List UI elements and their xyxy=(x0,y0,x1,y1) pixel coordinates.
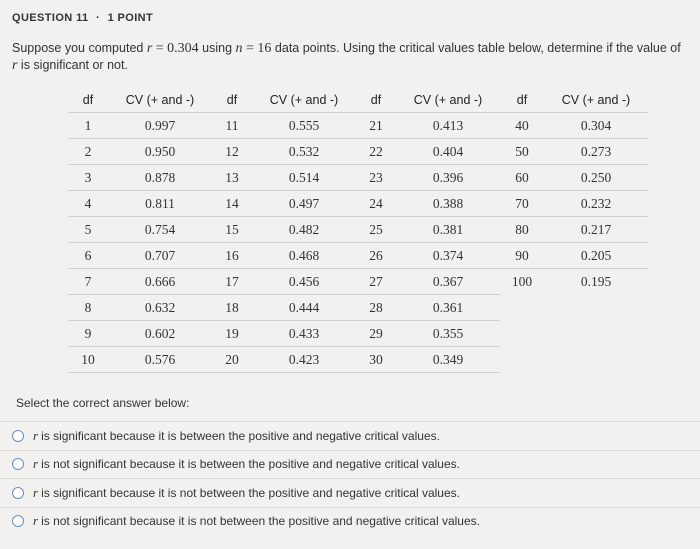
df-cell: 15 xyxy=(212,217,252,243)
df-cell: 27 xyxy=(356,269,396,295)
cv-cell: 0.602 xyxy=(108,321,212,347)
radio-button[interactable] xyxy=(12,430,24,442)
df-cell: 50 xyxy=(500,139,544,165)
r-variable: r xyxy=(33,427,39,443)
cv-cell: 0.555 xyxy=(252,113,356,139)
df-cell xyxy=(500,295,544,321)
cv-cell: 0.217 xyxy=(544,217,648,243)
cv-cell: 0.195 xyxy=(544,269,648,295)
cv-cell: 0.250 xyxy=(544,165,648,191)
radio-button[interactable] xyxy=(12,458,24,470)
df-cell: 70 xyxy=(500,191,544,217)
df-cell: 11 xyxy=(212,113,252,139)
question-number: QUESTION 11 xyxy=(12,12,89,24)
df-cell: 25 xyxy=(356,217,396,243)
cv-cell: 0.456 xyxy=(252,269,356,295)
df-cell: 28 xyxy=(356,295,396,321)
table-row xyxy=(68,243,648,269)
df-cell: 40 xyxy=(500,113,544,139)
cv-cell: 0.381 xyxy=(396,217,500,243)
df-cell: 8 xyxy=(68,295,108,321)
r-variable: r xyxy=(33,456,39,472)
df-cell: 17 xyxy=(212,269,252,295)
r-value: = 0.304 xyxy=(152,41,199,56)
question-text-part: is significant or not. xyxy=(17,58,128,72)
answer-option-label: is not significant because it is not between the positive and negative critical values. xyxy=(41,514,480,529)
table-row xyxy=(68,113,648,139)
df-cell: 1 xyxy=(68,113,108,139)
question-points: 1 POINT xyxy=(107,12,154,24)
df-cell: 12 xyxy=(212,139,252,165)
df-cell: 16 xyxy=(212,243,252,269)
column-header: CV (+ and -) xyxy=(125,93,195,107)
cv-cell: 0.367 xyxy=(396,269,500,295)
df-cell: 24 xyxy=(356,191,396,217)
r-variable: r xyxy=(33,484,39,500)
column-header: df xyxy=(516,93,528,107)
cv-cell: 0.273 xyxy=(544,139,648,165)
df-cell: 6 xyxy=(68,243,108,269)
cv-cell: 0.304 xyxy=(544,113,648,139)
answer-option-4[interactable] xyxy=(0,507,700,536)
cv-cell: 0.576 xyxy=(108,347,212,373)
n-value: = 16 xyxy=(242,41,272,56)
cv-cell: 0.950 xyxy=(108,139,212,165)
answer-option-label: is significant because it is not between the positive and negative critical values. xyxy=(41,485,460,500)
df-cell: 26 xyxy=(356,243,396,269)
n-value-expression xyxy=(236,41,272,56)
column-header: df xyxy=(82,93,94,107)
df-cell: 4 xyxy=(68,191,108,217)
header-separator: · xyxy=(96,12,101,24)
table-row xyxy=(68,295,648,321)
df-cell: 18 xyxy=(212,295,252,321)
cv-cell: 0.396 xyxy=(396,165,500,191)
cv-cell: 0.514 xyxy=(252,165,356,191)
n-variable: n xyxy=(235,41,243,56)
cv-cell xyxy=(544,347,648,373)
r-variable-italic: r xyxy=(12,58,18,73)
cv-cell xyxy=(544,321,648,347)
table-row xyxy=(68,139,648,165)
table-row xyxy=(68,217,648,243)
df-cell: 9 xyxy=(68,321,108,347)
cv-cell: 0.878 xyxy=(108,165,212,191)
radio-button[interactable] xyxy=(12,487,24,499)
cv-cell xyxy=(544,295,648,321)
df-cell: 90 xyxy=(500,243,544,269)
df-cell: 19 xyxy=(212,321,252,347)
cv-cell: 0.468 xyxy=(252,243,356,269)
table-row xyxy=(68,165,648,191)
answer-option-2[interactable] xyxy=(0,450,700,479)
cv-cell: 0.444 xyxy=(252,295,356,321)
df-cell: 10 xyxy=(68,347,108,373)
cv-cell: 0.404 xyxy=(396,139,500,165)
question-text-part: Suppose you computed xyxy=(12,41,147,55)
question-text xyxy=(12,40,696,74)
cv-cell: 0.388 xyxy=(396,191,500,217)
radio-button[interactable] xyxy=(12,515,24,527)
df-cell: 3 xyxy=(68,165,108,191)
df-cell: 23 xyxy=(356,165,396,191)
cv-cell: 0.811 xyxy=(108,191,212,217)
column-header: CV (+ and -) xyxy=(561,93,631,107)
df-cell: 22 xyxy=(356,139,396,165)
cv-cell: 0.632 xyxy=(108,295,212,321)
df-cell: 60 xyxy=(500,165,544,191)
question-header xyxy=(12,12,153,24)
r-variable: r xyxy=(33,513,39,529)
df-cell: 14 xyxy=(212,191,252,217)
answer-option-3[interactable] xyxy=(0,478,700,507)
df-cell: 100 xyxy=(500,269,544,295)
column-header: CV (+ and -) xyxy=(413,93,483,107)
cv-cell: 0.349 xyxy=(396,347,500,373)
df-cell: 21 xyxy=(356,113,396,139)
df-cell: 2 xyxy=(68,139,108,165)
df-cell xyxy=(500,321,544,347)
column-header: df xyxy=(226,93,238,107)
cv-cell: 0.666 xyxy=(108,269,212,295)
df-cell: 13 xyxy=(212,165,252,191)
df-cell xyxy=(500,347,544,373)
cv-cell: 0.707 xyxy=(108,243,212,269)
cv-cell: 0.361 xyxy=(396,295,500,321)
cv-cell: 0.355 xyxy=(396,321,500,347)
question-text-part: using xyxy=(198,41,236,55)
column-header: df xyxy=(370,93,382,107)
cv-cell: 0.433 xyxy=(252,321,356,347)
cv-cell: 0.997 xyxy=(108,113,212,139)
answer-option-1[interactable] xyxy=(0,421,700,450)
cv-cell: 0.754 xyxy=(108,217,212,243)
table-row xyxy=(68,347,648,373)
answer-prompt: Select the correct answer below: xyxy=(16,396,190,410)
critical-values-table xyxy=(68,88,648,373)
table-row xyxy=(68,269,648,295)
df-cell: 80 xyxy=(500,217,544,243)
answer-option-label: is not significant because it is between the positive and negative critical values. xyxy=(41,457,460,472)
question-text-part: data points. Using the critical values table below, determine if the value of xyxy=(271,41,681,55)
cv-cell: 0.497 xyxy=(252,191,356,217)
cv-cell: 0.205 xyxy=(544,243,648,269)
table-row xyxy=(68,321,648,347)
answer-option-label: is significant because it is between the positive and negative critical values. xyxy=(41,428,440,443)
cv-cell: 0.532 xyxy=(252,139,356,165)
r-value-expression xyxy=(147,41,199,56)
cv-cell: 0.374 xyxy=(396,243,500,269)
column-header: CV (+ and -) xyxy=(269,93,339,107)
df-cell: 7 xyxy=(68,269,108,295)
df-cell: 29 xyxy=(356,321,396,347)
cv-cell: 0.423 xyxy=(252,347,356,373)
cv-cell: 0.413 xyxy=(396,113,500,139)
table-row xyxy=(68,191,648,217)
df-cell: 30 xyxy=(356,347,396,373)
cv-cell: 0.232 xyxy=(544,191,648,217)
table-header-row xyxy=(68,88,648,113)
cv-cell: 0.482 xyxy=(252,217,356,243)
answer-options xyxy=(0,421,700,535)
df-cell: 20 xyxy=(212,347,252,373)
r-variable: r xyxy=(146,41,153,56)
df-cell: 5 xyxy=(68,217,108,243)
